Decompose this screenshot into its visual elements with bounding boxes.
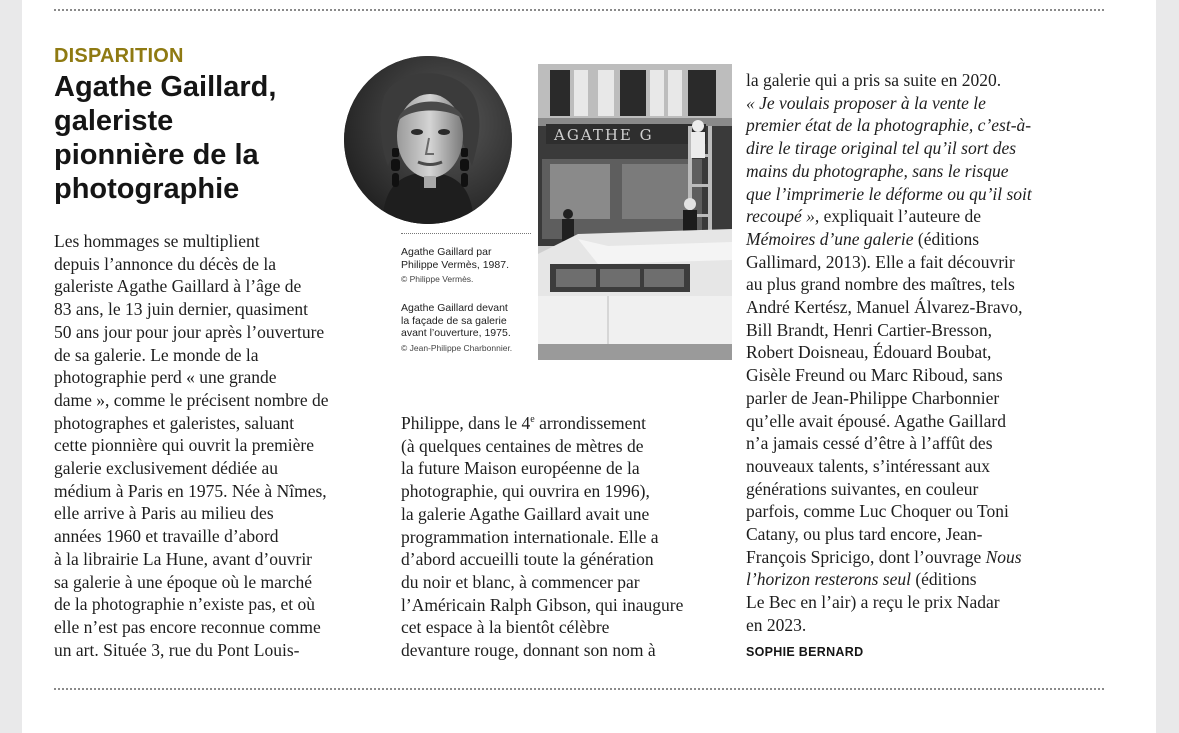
body-line: programmation internationale. Elle a bbox=[401, 526, 659, 547]
body-line: années 1960 et travaille d’abord bbox=[54, 526, 279, 547]
bottom-dotted-rule bbox=[54, 688, 1104, 690]
body-line: elle arrive à Paris au milieu des bbox=[54, 503, 274, 524]
caption-divider bbox=[401, 233, 531, 234]
body-line: Les hommages se multiplient bbox=[54, 231, 260, 251]
caption-text: Agathe Gaillard devant bbox=[401, 302, 508, 314]
body-fragment: arrondissement bbox=[534, 413, 647, 433]
body-line bbox=[746, 546, 1091, 569]
body-line: photographie perd « une grande bbox=[54, 367, 277, 388]
headline-line: pionnière de la bbox=[54, 139, 259, 171]
body-line: devanture rouge, donnant son nom à bbox=[401, 640, 656, 661]
quote-line: que l’imprimerie le déforme ou qu’il soit bbox=[746, 183, 1032, 204]
body-line: galerie exclusivement dédiée au bbox=[54, 458, 278, 479]
body-line: cet espace à la bientôt célèbre bbox=[401, 617, 610, 638]
body-fragment: (éditions bbox=[910, 569, 977, 590]
headline-line: photographie bbox=[54, 173, 240, 205]
body-line: sa galerie à une époque où le marché bbox=[54, 571, 312, 592]
body-line: en 2023. bbox=[746, 614, 807, 635]
body-line: André Kertész, Manuel Álvarez-Bravo, bbox=[746, 297, 1023, 318]
body-line bbox=[746, 228, 1091, 251]
body-line: Bill Brandt, Henri Cartier-Bresson, bbox=[746, 319, 993, 340]
top-dotted-rule bbox=[54, 9, 1104, 11]
body-line: (à quelques centaines de mètres de bbox=[401, 435, 644, 456]
body-line: la galerie Agathe Gaillard avait une bbox=[401, 503, 650, 524]
body-line: galeriste Agathe Gaillard à l’âge de bbox=[54, 276, 302, 297]
book-title: l’horizon resterons seul bbox=[746, 569, 911, 590]
body-line: la galerie qui a pris sa suite en 2020. bbox=[746, 70, 1002, 90]
body-line: photographie, qui ouvrira en 1996), bbox=[401, 481, 650, 502]
body-line: d’abord accueilli toute la génération bbox=[401, 549, 654, 570]
body-fragment: (éditions bbox=[913, 228, 980, 249]
body-line: 50 ans jour pour jour après l’ouverture bbox=[54, 321, 325, 342]
body-line: nouveaux talents, s’intéressant aux bbox=[746, 455, 990, 476]
body-line: parler de Jean-Philippe Charbonnier bbox=[746, 387, 1000, 408]
body-line: Catany, ou plus tard encore, Jean- bbox=[746, 524, 983, 545]
ordinal-superscript: e bbox=[530, 414, 535, 426]
body-line: à la librairie La Hune, avant d’ouvrir bbox=[54, 548, 313, 569]
headline-line: Agathe Gaillard, bbox=[54, 71, 277, 103]
body-line: dame », comme le précisent nombre de bbox=[54, 389, 329, 410]
body-line: qu’elle avait épousé. Agathe Gaillard bbox=[746, 410, 1006, 431]
photo-credit: © Jean-Philippe Charbonnier. bbox=[401, 342, 513, 353]
body-line: du noir et blanc, à commencer par bbox=[401, 571, 640, 592]
quote-line: mains du photographe, sans le risque bbox=[746, 160, 1009, 181]
article-column-1 bbox=[54, 230, 389, 661]
facade-sign-text: AGATHE G bbox=[554, 126, 654, 144]
body-line bbox=[746, 205, 1091, 228]
body-line: depuis l’annonce du décès de la bbox=[54, 253, 277, 274]
facade-caption bbox=[401, 302, 536, 354]
photo-credit: © Philippe Vermès. bbox=[401, 274, 474, 284]
body-line bbox=[746, 568, 1091, 591]
body-line: Le Bec en l’air) a reçu le prix Nadar bbox=[746, 592, 1000, 613]
gallery-facade-photo bbox=[538, 64, 732, 360]
caption-text: la façade de sa galerie bbox=[401, 314, 507, 327]
body-line: au plus grand nombre des maîtres, tels bbox=[746, 274, 1015, 295]
body-line bbox=[401, 412, 741, 435]
body-line: Gisèle Freund ou Marc Riboud, sans bbox=[746, 365, 1003, 386]
body-line: médium à Paris en 1975. Née à Nîmes, bbox=[54, 480, 327, 501]
body-line: 83 ans, le 13 juin dernier, quasiment bbox=[54, 299, 308, 320]
portrait-caption bbox=[401, 246, 536, 285]
headline-line: galeriste bbox=[54, 105, 174, 137]
book-title: Mémoires d’une galerie bbox=[746, 228, 914, 249]
caption-text: avant l’ouverture, 1975. bbox=[401, 327, 511, 339]
headline bbox=[54, 70, 354, 206]
caption-text: Philippe Vermès, 1987. bbox=[401, 258, 509, 271]
book-title: Nous bbox=[985, 546, 1022, 567]
body-line: générations suivantes, en couleur bbox=[746, 478, 979, 499]
body-line: de la photographie n’existe pas, et où bbox=[54, 594, 315, 615]
body-line: photographes et galeristes, saluant bbox=[54, 412, 295, 433]
body-line: la future Maison européenne de la bbox=[401, 458, 640, 479]
body-line: l’Américain Ralph Gibson, qui inaugure bbox=[401, 594, 684, 615]
body-fragment: Philippe, dans le 4 bbox=[401, 413, 531, 433]
body-line: Robert Doisneau, Édouard Boubat, bbox=[746, 342, 992, 363]
body-line: parfois, comme Luc Choquer ou Toni bbox=[746, 501, 1009, 522]
quote-line: premier état de la photographie, c’est-à- bbox=[746, 115, 1032, 136]
section-kicker: DISPARITION bbox=[54, 45, 184, 67]
body-line: elle n’est pas encore reconnue comme bbox=[54, 616, 321, 637]
quote-line: dire le tirage original tel qu’il sort des bbox=[746, 138, 1017, 159]
body-line: Gallimard, 2013). Elle a fait découvrir bbox=[746, 251, 1015, 272]
portrait-photo bbox=[344, 56, 512, 224]
body-line: n’a jamais cessé d’être à l’affût des bbox=[746, 433, 993, 454]
quote-end: recoupé », bbox=[746, 206, 820, 227]
body-fragment: François Spricigo, dont l’ouvrage bbox=[746, 546, 986, 567]
body-fragment: expliquait l’auteure de bbox=[819, 206, 982, 227]
caption-text: Agathe Gaillard par bbox=[401, 246, 492, 258]
body-line: cette pionnière qui ouvrit la première bbox=[54, 435, 314, 456]
quote-line: « Je voulais proposer à la vente le bbox=[746, 92, 986, 113]
author-signature: SOPHIE BERNARD bbox=[746, 645, 864, 659]
article-column-3 bbox=[746, 69, 1091, 637]
article-column-2 bbox=[401, 412, 741, 662]
body-line: un art. Située 3, rue du Pont Louis- bbox=[54, 639, 300, 660]
body-line: de sa galerie. Le monde de la bbox=[54, 344, 259, 365]
